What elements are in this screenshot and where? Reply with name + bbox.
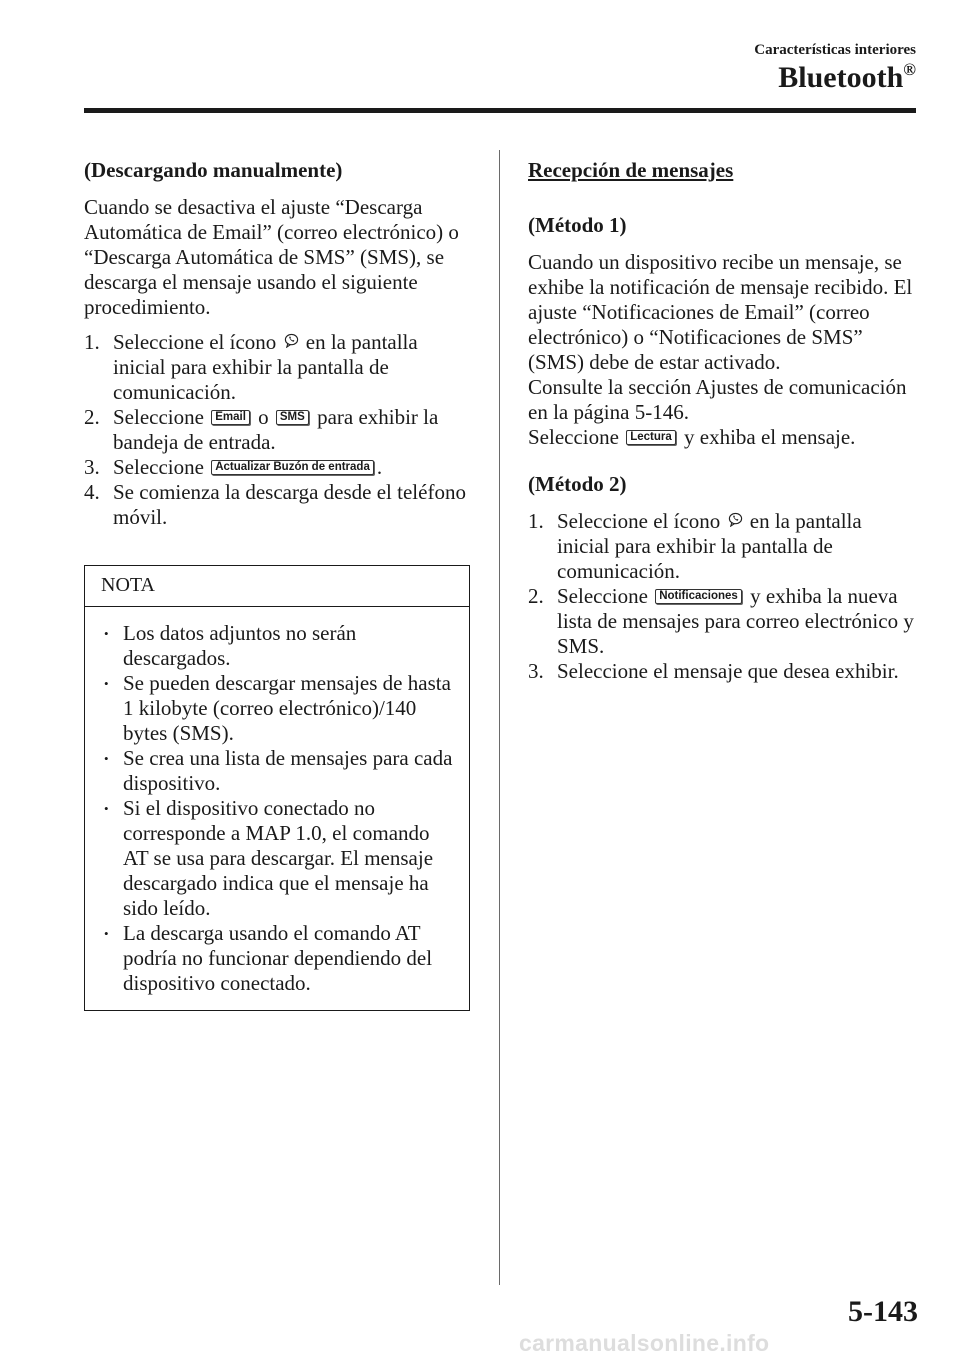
step-text: Seleccione — [557, 584, 648, 608]
phone-speech-bubble-icon — [284, 333, 299, 348]
note-item: • La descarga usando el comando AT podría no funcionar dependiendo del dispositivo conectado. — [101, 921, 457, 996]
step-number: 3. — [84, 455, 100, 479]
step-text: y exhiba la nueva lista de mensajes para correo electrónico y SMS. — [557, 584, 914, 658]
registered-mark: ® — [903, 60, 916, 79]
method1-heading: (Método 1) — [528, 213, 627, 237]
step-number: 2. — [528, 584, 544, 608]
page-title-text: Bluetooth — [778, 61, 904, 94]
step-number: 1. — [84, 330, 100, 354]
step-item — [528, 659, 916, 684]
step-text: en la pantalla inicial para exhibir la pantalla de comunicación. — [557, 509, 862, 583]
step-number: 4. — [84, 480, 100, 504]
receiving-messages-heading: Recepción de mensajes — [528, 158, 734, 182]
watermark: carmanualsonline.info — [519, 1330, 770, 1356]
manual-download-heading: (Descargando manualmente) — [84, 158, 343, 182]
step-text: Seleccione — [113, 405, 204, 429]
step-text: Seleccione — [113, 455, 204, 479]
step-text: . — [376, 455, 383, 479]
step-number: 3. — [528, 659, 544, 683]
step-item — [84, 455, 474, 480]
read-button[interactable]: Lectura — [626, 430, 676, 445]
step-item — [84, 480, 474, 530]
step-text: Seleccione el ícono — [113, 330, 277, 354]
note-list — [85, 607, 469, 996]
method2-heading: (Método 2) — [528, 472, 627, 496]
sms-button[interactable]: SMS — [276, 410, 309, 425]
left-column — [84, 158, 474, 530]
step-text: o — [258, 405, 269, 429]
step-text: Seleccione el mensaje que desea exhibir. — [557, 659, 899, 683]
column-divider — [499, 150, 500, 1285]
step-item — [84, 330, 474, 405]
step-item — [528, 584, 916, 659]
step-number: 2. — [84, 405, 100, 429]
method1-reference: Consulte la sección Ajustes de comunicación en la página 5-146. — [528, 375, 907, 424]
header-section-title: Características interiores — [754, 42, 916, 58]
method1-instruction — [528, 425, 916, 450]
manual-download-steps — [84, 330, 474, 530]
instruction-text: y exhiba el mensaje. — [684, 425, 856, 449]
step-text: Seleccione el ícono — [557, 509, 721, 533]
step-number: 1. — [528, 509, 544, 533]
notifications-button[interactable]: Notificaciones — [655, 589, 742, 604]
step-text: para exhibir la bandeja de entrada. — [113, 405, 439, 454]
page-title — [778, 60, 916, 95]
note-item: • Se crea una lista de mensajes para cada dispositivo. — [101, 746, 457, 796]
step-item — [528, 509, 916, 584]
update-inbox-button[interactable]: Actualizar Buzón de entrada — [211, 460, 374, 475]
page-number: 5-143 — [848, 1295, 918, 1328]
email-button[interactable]: Email — [211, 410, 250, 425]
step-text: en la pantalla inicial para exhibir la pantalla de comunicación. — [113, 330, 418, 404]
method2-steps — [528, 509, 916, 684]
note-box — [84, 565, 470, 1011]
step-item — [84, 405, 474, 455]
header-rule — [84, 108, 916, 113]
method1-paragraph: Cuando un dispositivo recibe un mensaje, se exhibe la notificación de mensaje recibido. El ajuste “Notificaciones de Email” (correo electrónico) o “Notificaciones de SMS” (SMS) debe de estar activado. — [528, 250, 913, 374]
right-column — [528, 158, 916, 684]
phone-speech-bubble-icon — [728, 512, 743, 527]
manual-download-intro: Cuando se desactiva el ajuste “Descarga Automática de Email” (correo electrónico) o “Descarga Automática de SMS” (SMS), se descarga el mensaje usando el siguiente procedimiento. — [84, 195, 459, 319]
note-item: • Si el dispositivo conectado no corresponde a MAP 1.0, el comando AT se usa para descargar. El mensaje descargado indica que el mensaje ha sido leído. — [101, 796, 457, 921]
note-item: • Los datos adjuntos no serán descargados. — [101, 621, 457, 671]
instruction-text: Seleccione — [528, 425, 619, 449]
note-title: NOTA — [85, 566, 469, 607]
step-text: Se comienza la descarga desde el teléfono móvil. — [113, 480, 466, 529]
note-item: • Se pueden descargar mensajes de hasta 1 kilobyte (correo electrónico)/140 bytes (SMS). — [101, 671, 457, 746]
